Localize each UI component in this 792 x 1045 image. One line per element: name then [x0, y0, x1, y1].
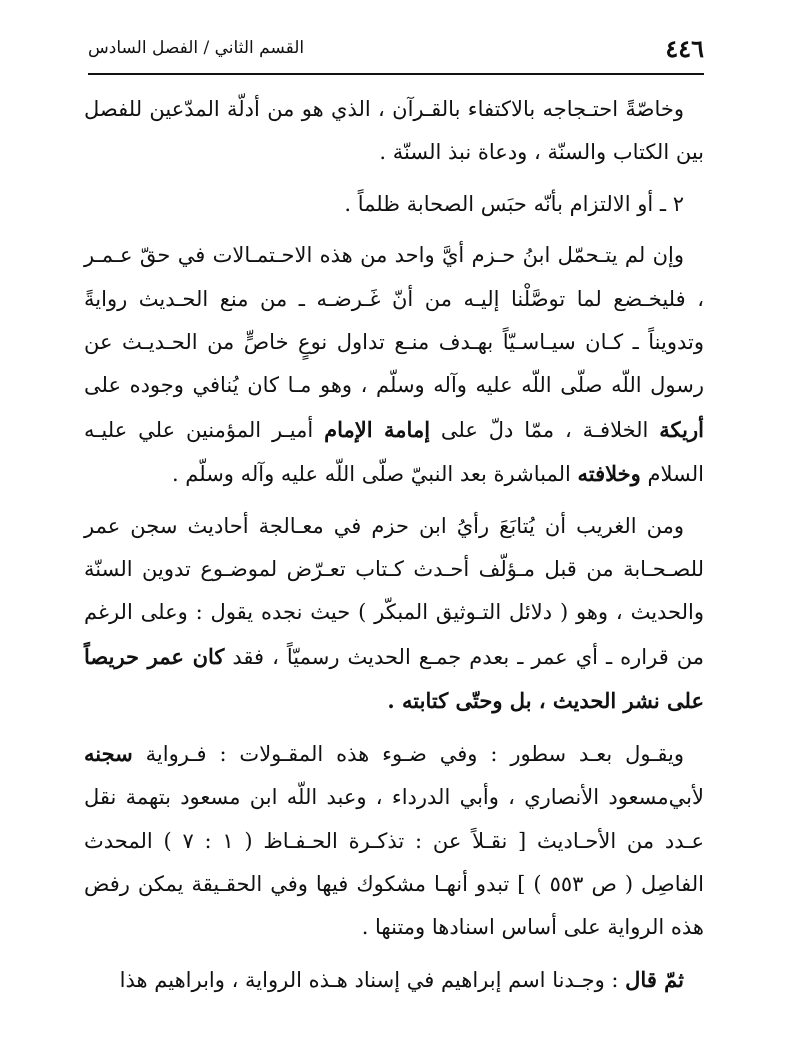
bold-term-thumma-qal: ثمّ قال: [625, 966, 684, 992]
paragraph-5-text-a: ويقـول بعـد سطور : وفي ضـوء هذه المقـولات : فـرواية: [145, 741, 684, 766]
paragraph-6: [84, 958, 704, 1002]
paragraph-5-text-b: لأبي‌مسعود الأنصاري ، وأبي الدرداء ، وعبد اللّه ابن مسعود بتهمة نقل عـدد من الأحـاديث [ نقـلاً عن : تذكـرة الحـفـاظ ( ١ : ٧ ) المحدث الفاصِل ( ص ٥٥٣ ) ] تبدو أنهـا مشكوك فيها وفي الحقـيقة يمكن رفض هذه الرواية على أساس اسنادها ومتنها .: [84, 785, 704, 940]
bold-term-arika: أريكة: [659, 416, 704, 442]
paragraph-1: [84, 88, 704, 175]
bold-quote-umar: كان عمر حريصاً على نشر الحديث ، بل وحتّى كتابته .: [84, 643, 704, 714]
header-rule: [88, 73, 704, 75]
paragraph-2: [84, 183, 704, 226]
body-text: [84, 88, 704, 1002]
running-title: القسم الثاني / الفصل السادس: [88, 38, 305, 58]
paragraph-3-text-a: وإن لم يتـحمّل ابنُ حـزم أيَّ واحد من هذه الاحـتمـالات في حقّ عـمـر ، فليخـضع لما توصَّلْنا إليـه من أنّ غَـرضـه ـ من منع الحـديث روايةً وتدويناً ـ كـان سيـاسـيّاً بهـدف منـع تداول نوعٍ خاصٍّ من الحـديـث عن رسول اللّه صلّى اللّه عليه وآله وسلّم ، وهو مـا كان يُنافي وجوده على: [84, 243, 704, 398]
paragraph-5: [84, 732, 704, 950]
paragraph-4: [84, 505, 704, 724]
bold-term-sijnuh: سجنه: [84, 740, 133, 766]
paragraph-1-text: وخاصّةً احتـجاجه بالاكتفاء بالقـرآن ، الذي هو من أدلّة المدّعين للفصل بين الكتاب والسنّة ، ودعاة نبذ السنّة .: [84, 97, 704, 165]
bold-term-khilafa: وخلافته: [577, 461, 641, 487]
bold-term-imamat: إمامة الإمام: [324, 416, 431, 442]
paragraph-6-text-a: : وجـدنا اسم إبراهيم في إسناد هـذه الرواية ، وابراهيم هذا: [119, 967, 619, 992]
paragraph-3: [84, 234, 704, 496]
paragraph-3-text-d: المباشرة بعد النبيّ صلّى اللّه عليه وآله وسلّم .: [171, 462, 571, 487]
paragraph-3-text-b: الخلافـة ، ممّا دلّ على: [440, 417, 649, 442]
paragraph-3-text-c: أميـر المؤمنين علي عليـه السلام: [84, 417, 704, 487]
paragraph-4-text-a: ومن الغريب أن يُتابَعَ رأيُ ابن حزم في معـالجة أحاديث سجن عمر للصـحـابة من قبل مـؤلّف أحـدث كـتاب تعـرّض لموضـوع تدوين السنّة والحديث ، وهو ( دلائل التـوثيق المبكّر ) حيث نجده يقول : وعلى الرغم من قراره ـ أي عمر ـ بعدم جمـع الحديث رسميّاً ، فقد: [84, 513, 704, 669]
page-header: [88, 30, 704, 66]
paragraph-2-text: ٢ ـ أو الالتزام بأنّه حبَس الصحابة ظلماً .: [344, 191, 684, 216]
page-number: ٤٤٦: [665, 33, 704, 63]
